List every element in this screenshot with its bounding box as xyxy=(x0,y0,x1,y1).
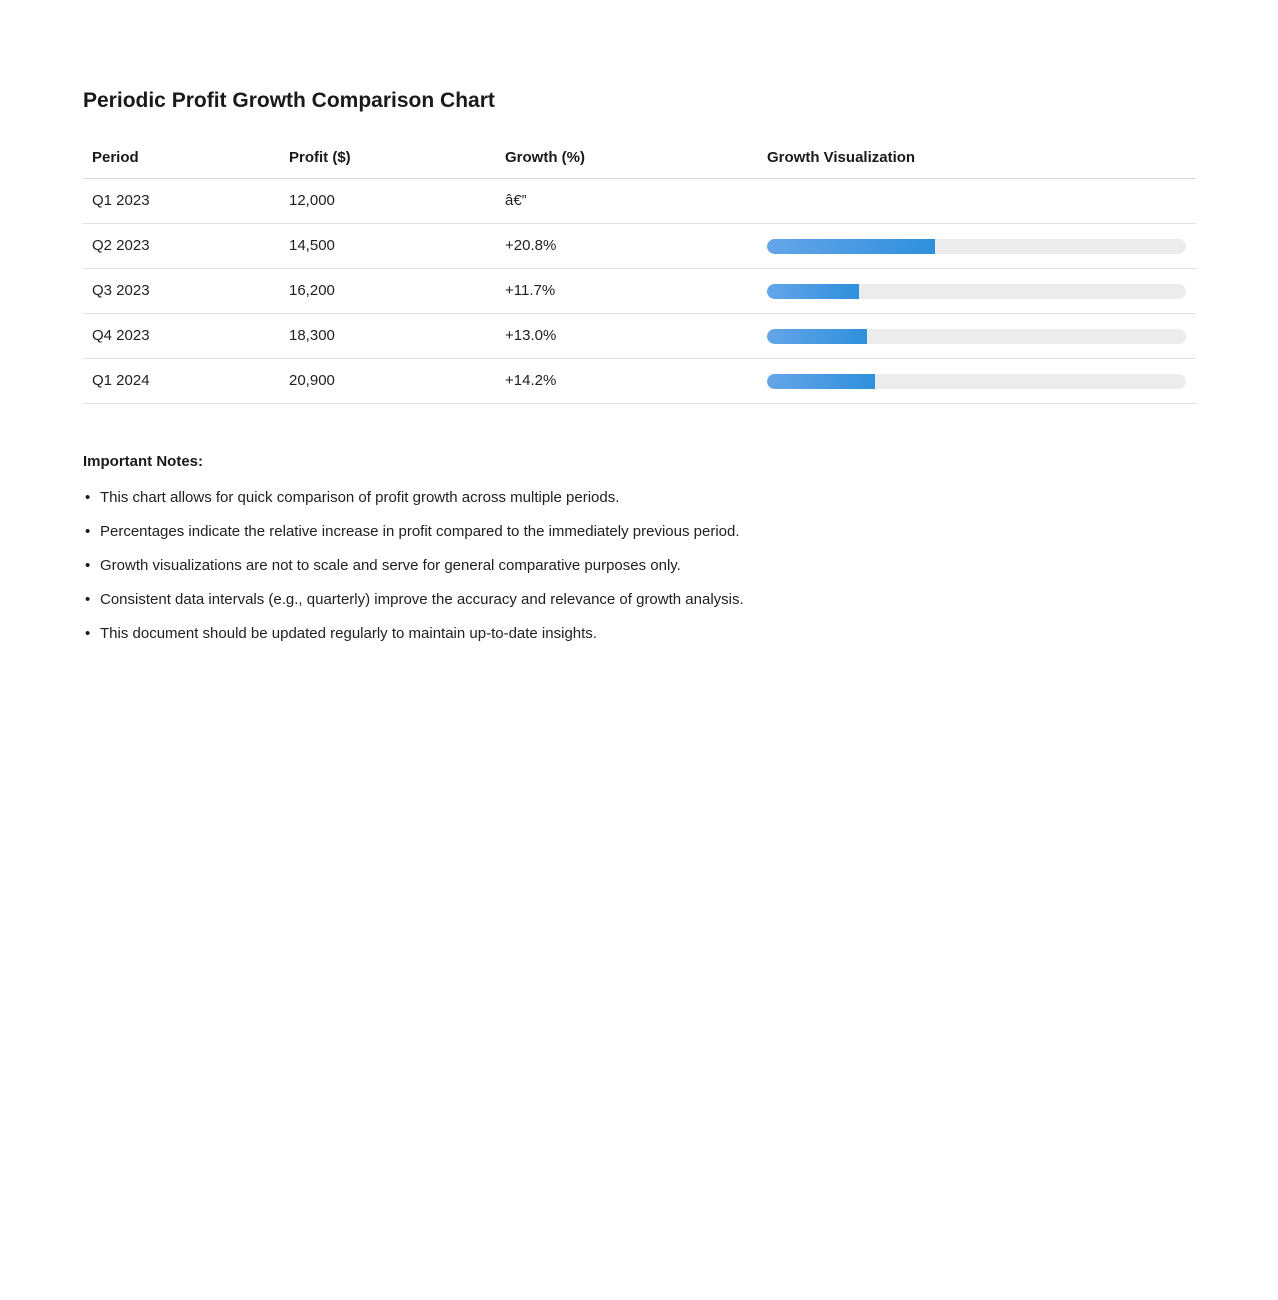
growth-cell: +13.0% xyxy=(496,314,758,359)
growth-visualization-cell xyxy=(758,179,1196,224)
growth-visualization-cell xyxy=(758,314,1196,359)
growth-visualization-cell xyxy=(758,359,1196,404)
note-item: • Growth visualizations are not to scale and serve for general comparative purposes only. xyxy=(83,555,1196,576)
growth-bar-track xyxy=(767,239,1186,254)
growth-bar-fill xyxy=(767,239,935,254)
growth-bar-fill xyxy=(767,284,859,299)
table-row xyxy=(83,179,1196,224)
growth-bar-track xyxy=(767,329,1186,344)
table-header xyxy=(83,140,1196,179)
table-body xyxy=(83,179,1196,404)
growth-cell: +20.8% xyxy=(496,224,758,269)
table-row xyxy=(83,224,1196,269)
growth-cell: +11.7% xyxy=(496,269,758,314)
column-header-profit: Profit ($) xyxy=(280,140,496,179)
growth-visualization-cell xyxy=(758,269,1196,314)
note-item: • This document should be updated regularly to maintain up-to-date insights. xyxy=(83,623,1196,644)
period-cell: Q1 2024 xyxy=(83,359,280,404)
profit-growth-table xyxy=(83,140,1196,404)
notes-section xyxy=(83,452,1196,644)
growth-cell: â€” xyxy=(496,179,758,224)
growth-bar-fill xyxy=(767,329,867,344)
growth-bar-fill xyxy=(767,374,875,389)
note-item: • This chart allows for quick comparison of profit growth across multiple periods. xyxy=(83,487,1196,508)
column-header-growth: Growth (%) xyxy=(496,140,758,179)
document-page xyxy=(0,0,1278,644)
period-cell: Q1 2023 xyxy=(83,179,280,224)
column-header-growth-visualization: Growth Visualization xyxy=(758,140,1196,179)
table-row xyxy=(83,314,1196,359)
growth-visualization-cell xyxy=(758,224,1196,269)
growth-cell: +14.2% xyxy=(496,359,758,404)
growth-bar-track xyxy=(767,284,1186,299)
page-title: Periodic Profit Growth Comparison Chart xyxy=(83,89,495,112)
table-row xyxy=(83,269,1196,314)
profit-cell: 18,300 xyxy=(280,314,496,359)
profit-cell: 20,900 xyxy=(280,359,496,404)
period-cell: Q4 2023 xyxy=(83,314,280,359)
note-item: • Consistent data intervals (e.g., quarterly) improve the accuracy and relevance of growth analysis. xyxy=(83,589,1196,610)
growth-bar-track xyxy=(767,374,1186,389)
profit-cell: 14,500 xyxy=(280,224,496,269)
profit-cell: 16,200 xyxy=(280,269,496,314)
notes-heading: Important Notes: xyxy=(83,453,203,470)
column-header-period: Period xyxy=(83,140,280,179)
period-cell: Q3 2023 xyxy=(83,269,280,314)
table-row xyxy=(83,359,1196,404)
period-cell: Q2 2023 xyxy=(83,224,280,269)
notes-list xyxy=(83,487,1196,644)
table-header-row xyxy=(83,140,1196,179)
note-item: • Percentages indicate the relative increase in profit compared to the immediately previous period. xyxy=(83,521,1196,542)
profit-cell: 12,000 xyxy=(280,179,496,224)
